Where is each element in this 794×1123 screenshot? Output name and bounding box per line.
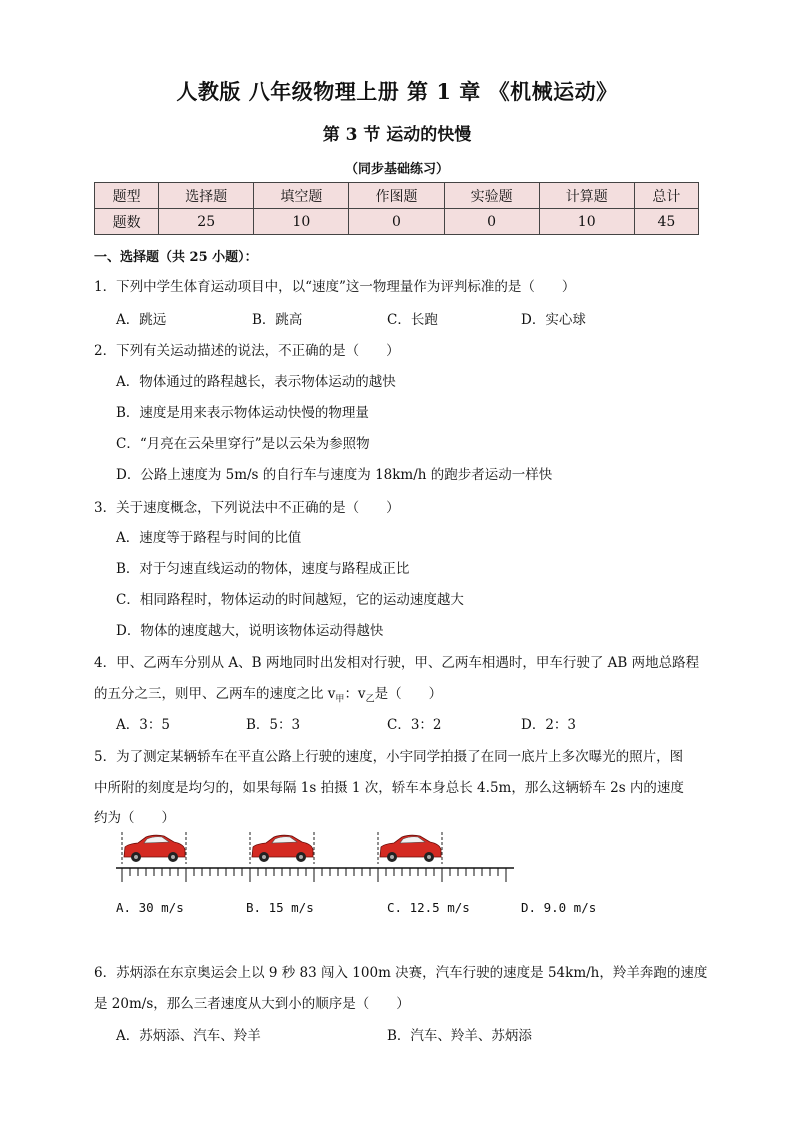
q5-option-b: B. 15 m/s: [246, 900, 314, 915]
q4-option-a: A．3：5: [116, 717, 170, 733]
section-heading: 一、选择题（共 25 小题）：: [94, 250, 258, 265]
table-cell: 作图题: [349, 183, 444, 209]
exercise-note: （同步基础练习）: [344, 162, 449, 177]
car-hub: [390, 855, 394, 859]
q5-option-d: D. 9.0 m/s: [521, 900, 597, 915]
table-cell: 0: [349, 209, 444, 235]
car-hub: [171, 855, 175, 859]
question-4-stem-line1: 4．甲、乙两车分别从 A、B 两地同时出发相对行驶，甲、乙两车相遇时，甲车行驶了 AB 两地总路程: [94, 655, 700, 671]
table-cell: 总计: [634, 183, 698, 209]
q3-option-c: C．相同路程时，物体运动的时间越短，它的运动速度越大: [116, 592, 464, 608]
q2-option-b: B．速度是用来表示物体运动快慢的物理量: [116, 405, 369, 421]
question-2-stem: 2．下列有关运动描述的说法，不正确的是（ ）: [94, 343, 400, 359]
table-row: [95, 209, 699, 235]
question-5-stem-line2: 中所附的刻度是均匀的，如果每隔 1s 拍摄 1 次，轿车本身总长 4.5m，那么这辆轿车 2s 内的速度: [94, 780, 684, 796]
q2-option-a: A．物体通过的路程越长，表示物体运动的越快: [116, 374, 396, 390]
car-hub: [299, 855, 303, 859]
page-title: 人教版 八年级物理上册 第 1 章 《机械运动》: [176, 79, 618, 104]
table-cell: 实验题: [444, 183, 539, 209]
q2-option-d: D．公路上速度为 5m/s 的自行车与速度为 18km/h 的跑步者运动一样快: [116, 467, 553, 483]
question-1-stem: 1．下列中学生体育运动项目中，以“速度”这一物理量作为评判标准的是（ ）: [94, 279, 576, 295]
question-5-stem-line3: 约为（ ）: [94, 810, 175, 826]
car-exposure-3: [378, 832, 442, 864]
q1-option-c: C．长跑: [387, 312, 438, 328]
q4-stem-tail: 是（ ）: [374, 686, 443, 702]
q3-option-d: D．物体的速度越大，说明该物体运动得越快: [116, 623, 384, 639]
table-row: [95, 183, 699, 209]
q5-option-c: C. 12.5 m/s: [387, 900, 470, 915]
q6-option-b: B．汽车、羚羊、苏炳添: [387, 1028, 532, 1044]
question-3-stem: 3．关于速度概念，下列说法中不正确的是（ ）: [94, 500, 400, 516]
car-hub: [134, 855, 138, 859]
ruler-scale: [116, 868, 514, 882]
table-cell: 题型: [95, 183, 159, 209]
question-4-stem-line2: [94, 682, 442, 705]
table-cell: 选择题: [159, 183, 254, 209]
q4-stem-text: 的五分之三，则甲、乙两车的速度之比 v: [94, 686, 336, 702]
section-title: 第 3 节 运动的快慢: [322, 125, 472, 145]
q4-option-b: B．5：3: [246, 717, 301, 733]
question-5-stem-line1: 5．为了测定某辆轿车在平直公路上行驶的速度，小宇同学拍摄了在同一底片上多次曝光的照片，图: [94, 749, 684, 765]
q4-option-d: D．2：3: [521, 717, 577, 733]
table-cell: 10: [254, 209, 349, 235]
q1-option-b: B．跳高: [252, 312, 303, 328]
q3-option-b: B．对于匀速直线运动的物体，速度与路程成正比: [116, 561, 410, 577]
table-cell: 计算题: [539, 183, 634, 209]
table-cell: 填空题: [254, 183, 349, 209]
q4-option-c: C．3：2: [387, 717, 442, 733]
q4-subscript-yi: 乙: [365, 694, 375, 705]
car-hub: [427, 855, 431, 859]
question-6-stem-line2: 是 20m/s，那么三者速度从大到小的顺序是（ ）: [94, 996, 410, 1012]
q5-option-a: A. 30 m/s: [116, 900, 184, 915]
q3-option-a: A．速度等于路程与时间的比值: [116, 530, 302, 546]
multi-exposure-car-figure: [116, 830, 516, 892]
q4-colon: ：v: [344, 686, 366, 702]
car-group: [122, 832, 442, 864]
table-cell: 题数: [95, 209, 159, 235]
q1-option-a: A．跳远: [116, 312, 167, 328]
q6-option-a: A．苏炳添、汽车、羚羊: [116, 1028, 261, 1044]
car-hub: [262, 855, 266, 859]
q1-option-d: D．实心球: [521, 312, 586, 328]
car-exposure-2: [250, 832, 314, 864]
table-cell: 25: [159, 209, 254, 235]
q2-option-c: C．“月亮在云朵里穿行”是以云朵为参照物: [116, 436, 370, 452]
table-cell: 0: [444, 209, 539, 235]
car-exposure-1: [122, 832, 186, 864]
question-summary-table: [94, 182, 699, 235]
table-cell: 45: [634, 209, 698, 235]
q4-subscript-jia: 甲: [335, 694, 345, 705]
question-6-stem-line1: 6．苏炳添在东京奥运会上以 9 秒 83 闯入 100m 决赛，汽车行驶的速度是 54km/h，羚羊奔跑的速度: [94, 965, 708, 981]
table-cell: 10: [539, 209, 634, 235]
